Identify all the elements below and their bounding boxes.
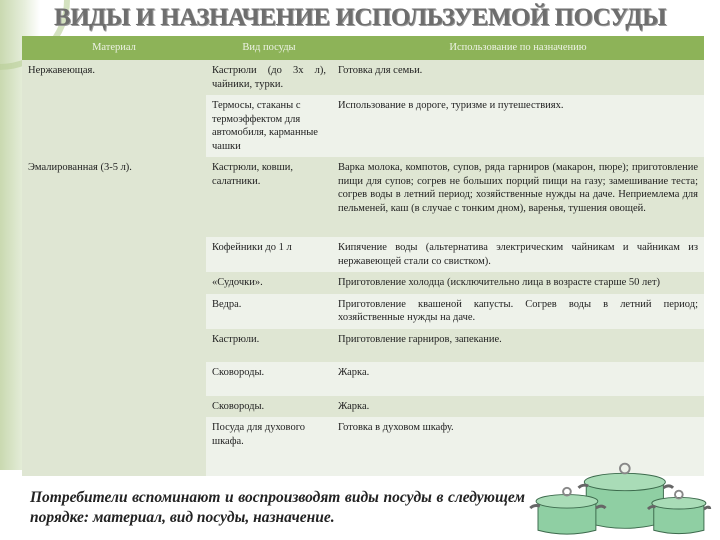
- use-cell: Приготовление квашеной капусты. Согрев воды в летний период; хозяйственные нужды на даче.: [332, 294, 704, 329]
- type-cell: Кастрюли, ковши, салатники.: [206, 157, 332, 237]
- header-type: Вид посуды: [206, 36, 332, 60]
- type-cell: Кофейники до 1 л: [206, 237, 332, 272]
- type-cell: Сковороды.: [206, 362, 332, 396]
- table-header: [22, 36, 704, 60]
- use-cell: Готовка для семьи.: [332, 60, 704, 95]
- type-cell: Кастрюли.: [206, 329, 332, 362]
- cookware-table: [22, 36, 704, 476]
- type-cell: «Судочки».: [206, 272, 332, 294]
- use-cell: Кипячение воды (альтернатива электрическим чайникам и чайникам из нержавеющей стали со свистком).: [332, 237, 704, 272]
- use-cell: Жарка.: [332, 396, 704, 418]
- use-cell: Варка молока, компотов, супов, ряда гарниров (макарон, пюре); приготовление пищи для супов; согрев не больших порций пищи на газу; замешивание теста; согрев воды в летний период; хозяйственные нужды на даче. Неприемлема для пельменей, каш (в случае с тонким дном), варенья, тушения овощей.: [332, 157, 704, 237]
- type-cell: Кастрюли (до 3х л), чайники, турки.: [206, 60, 332, 95]
- enamel-pots-image: [528, 455, 712, 537]
- material-cell: Эмалированная (3-5 л).: [22, 157, 206, 476]
- header-use: Использование по назначению: [332, 36, 704, 60]
- type-cell: Термосы, стаканы с термоэффектом для автомобиля, карманные чашки: [206, 95, 332, 157]
- use-cell: Приготовление гарниров, запекание.: [332, 329, 704, 362]
- table-row: [22, 60, 704, 95]
- type-cell: Сковороды.: [206, 396, 332, 418]
- material-cell: Нержавеющая.: [22, 60, 206, 157]
- footer-note: Потребители вспоминают и воспроизводят виды посуды в следующем порядке: материал, вид посуды, назначение.: [30, 489, 525, 526]
- use-cell: Жарка.: [332, 362, 704, 396]
- page-title: ВИДЫ И НАЗНАЧЕНИЕ ИСПОЛЬЗУЕМОЙ ПОСУДЫ: [53, 4, 667, 31]
- type-cell: Посуда для духового шкафа.: [206, 417, 332, 476]
- use-cell: Приготовление холодца (исключительно лица в возрасте старше 50 лет): [332, 272, 704, 294]
- table-row: [22, 157, 704, 237]
- header-material: Материал: [22, 36, 206, 60]
- use-cell: Готовка в духовом шкафу.: [332, 417, 704, 476]
- use-cell: Использование в дороге, туризме и путешествиях.: [332, 95, 704, 157]
- type-cell: Ведра.: [206, 294, 332, 329]
